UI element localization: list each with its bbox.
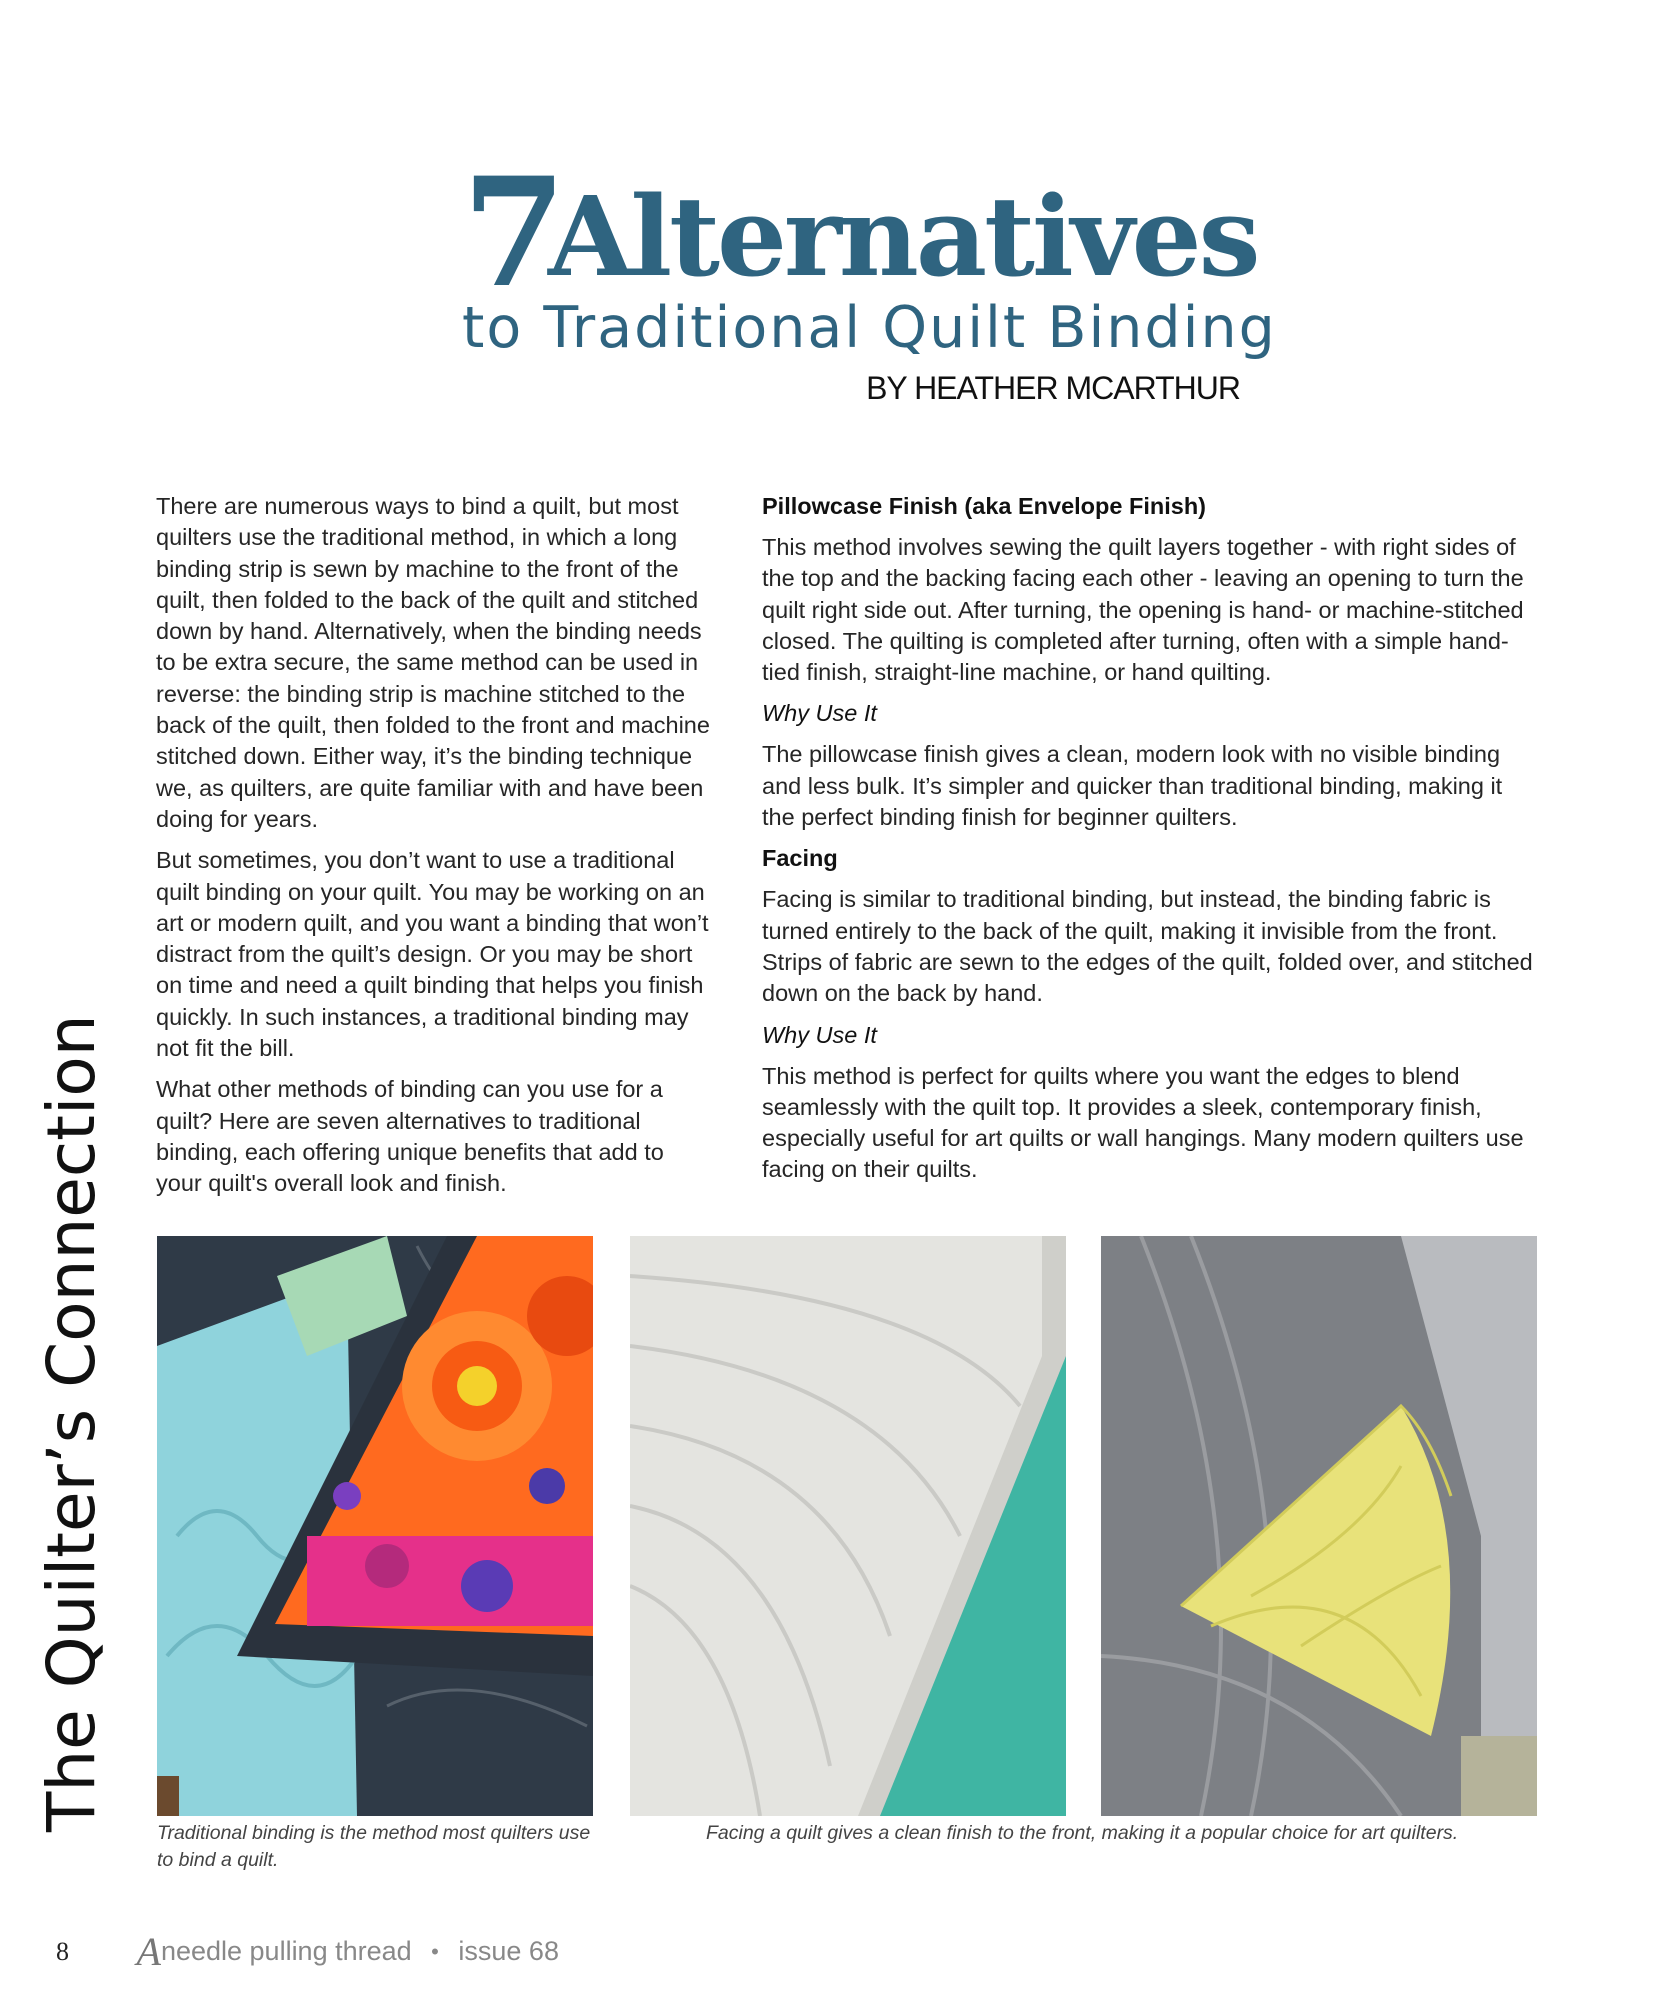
why-use-it-heading-facing: Why Use It xyxy=(762,1021,877,1048)
intro-paragraph-1: There are numerous ways to bind a quilt, but most quilters use the traditional method, in which a long binding strip is sewn by machine to the front of the quilt, then folded to the back of the quilt and stitched down by hand. Alternatively, when the binding needs to be extra secure, the same method can be used in reverse: the binding strip is machine stitched to the back of the quilt, then folded to the front and machine stitched down. Either way, it’s the binding technique we, as quilters, are quite familiar with and have been doing for years. xyxy=(156,493,710,832)
page-number: 8 xyxy=(56,1936,69,1966)
brand-name: needle pulling thread xyxy=(160,1936,412,1966)
intro-paragraph-3: What other methods of binding can you use for a quilt? Here are seven alternatives to traditional binding, each offering unique benefits that add to your quilt's overall look and finish. xyxy=(156,1076,664,1197)
caption-traditional-binding: Traditional binding is the method most quilters use to bind a quilt. xyxy=(157,1822,591,1871)
intro-paragraph-2: But sometimes, you don’t want to use a traditional quilt binding on your quilt. You may be working on an art or modern quilt, and you want a binding that won’t distract from the quilt’s design. Or you may be short on time and need a quilt binding that helps you finish quickly. In such instances, a traditional binding may not fit the bill. xyxy=(156,847,709,1062)
brand-logo-initial: A xyxy=(136,1929,161,1974)
section-heading-pillowcase: Pillowcase Finish (aka Envelope Finish) xyxy=(762,493,1207,519)
caption-facing: Facing a quilt gives a clean finish to the front, making it a popular choice for art quilters. xyxy=(706,1822,1459,1844)
photo-facing-white-quilt xyxy=(630,1236,1066,1816)
section-body-facing: Facing is similar to traditional binding, but instead, the binding fabric is turned entirely to the back of the quilt, making it invisible from the front. Strips of fabric are sewn to the edges of the quilt, folded over, and stitched down on the back by hand. xyxy=(762,886,1533,1007)
section-body-pillowcase: This method involves sewing the quilt layers together - with right sides of the top and the backing facing each other - leaving an opening to turn the quilt right side out. After turning, the opening is hand- or machine-stitched closed. The quilting is completed after turning, often with a simple hand-tied finish, straight-line machine, or hand quilting. xyxy=(762,534,1524,686)
article-title: Alternatives xyxy=(548,172,1258,301)
why-use-it-body-pillowcase: The pillowcase finish gives a clean, modern look with no visible binding and less bulk. It’s simpler and quicker than traditional binding, making it the perfect binding finish for beginner quilters. xyxy=(762,741,1503,831)
left-column xyxy=(156,491,710,1210)
photo-traditional-binding xyxy=(157,1236,593,1816)
right-column xyxy=(762,491,1540,1196)
issue-number: issue 68 xyxy=(458,1936,559,1966)
footer-separator: • xyxy=(431,1938,439,1964)
why-use-it-heading-pillowcase: Why Use It xyxy=(762,700,877,727)
article-title-number: 7 xyxy=(462,145,563,321)
photo-facing-gray-quilt xyxy=(1101,1236,1537,1816)
section-side-label: The Quilter’s Connection xyxy=(33,1014,110,1832)
why-use-it-body-facing: This method is perfect for quilts where you want the edges to blend seamlessly with the quilt top. It provides a sleek, contemporary finish, especially useful for art quilts or wall hangings. Many modern quilters use facing on their quilts. xyxy=(762,1062,1524,1183)
section-heading-facing: Facing xyxy=(762,845,838,872)
page-footer xyxy=(56,1928,559,1974)
byline: BY HEATHER MCARTHUR xyxy=(866,370,1240,406)
article-subtitle: to Traditional Quilt Binding xyxy=(462,295,1277,361)
